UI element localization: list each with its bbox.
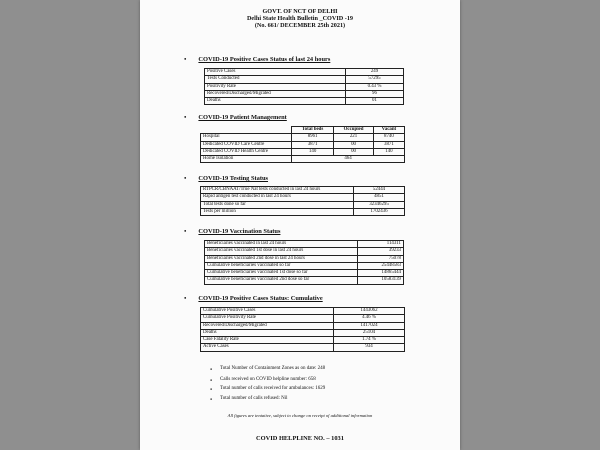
table-row: Cumulative beneficiaries vaccinated 1st dose so far 14865444 [205,270,404,277]
table-header-row: Total beds Occupied Vacant [201,127,405,134]
table-row: Tests per million 1702436 [201,208,405,215]
table-row: Beneficiaries vaccinated 1st dose in last 24 hours 39233 [205,248,404,255]
note-containment-zones: ● Total Number of Containment Zones as on date: 248 [220,366,325,371]
table-row: Dedicated COVID Health Centre 140 00 140 [201,148,405,155]
table-row: Cumulative beneficiaries vaccinated 2nd dose so far 10583139 [205,277,404,284]
table-row: Deaths 25104 [201,329,405,336]
note-ambulance-calls: ● Total number of calls received for ambulances: 1629 [220,386,325,391]
table-row: Positivity Rate 0.43 % [205,83,404,90]
section-title-cumulative: ● COVID-19 Positive Cases Status: Cumulative [200,295,323,302]
header-bulletin: Delhi State Health Bulletin _COVID -19 [246,15,354,22]
table-row: Home Isolation 464 [201,156,405,163]
table-row: Cumulative beneficiaries vaccinated so far 25448583 [205,262,404,269]
table-row: Tests Conducted 57295 [205,76,404,83]
table-row: Beneficiaries vaccinated 2nd dose in last 24 hours 75078 [205,255,404,262]
note-helpline-calls: ● Calls received on COVID helpline number: 658 [220,377,316,382]
helpline-number: COVID HELPLINE NO. – 1031 [256,435,344,442]
bulletin-page [140,0,460,450]
table-row: Cumulative Positive Cases 1443062 [201,308,405,315]
table-row: Case Fatality Rate 1.74 % [201,337,405,344]
footnote: All figures are tentative, subject to change on receipt of additional information [227,413,373,418]
header-number: (No. 661/ DECEMBER 25th 2021) [254,22,346,29]
table-cumulative [200,307,405,352]
table-vaccination [204,240,404,285]
section-title-patient-mgmt: ● COVID-19 Patient Management [200,114,287,121]
section-title-vaccination: ● COVID-19 Vaccination Status [200,228,280,235]
header-govt: GOVT. OF NCT OF DELHI [262,8,338,15]
table-row: Rapid antigen test conducted in last 24 hours 4851 [201,194,405,201]
table-row: Total tests done so far 32346295 [201,201,405,208]
table-row: Hospital 8961 221 8740 [201,134,405,141]
table-row: RTPCR/CBNAAT/True Nat tests conducted in last 24 hours 52444 [201,187,405,194]
table-row: Positive Cases 249 [205,69,404,76]
table-patient-mgmt [200,126,405,163]
table-row: Cumulative Positivity Rate 4.46 % [201,315,405,322]
table-row: Beneficiaries vaccinated in last 24 hours 114311 [205,241,404,248]
note-calls-refused: ● Total number of calls refused: Nil [220,396,288,401]
table-testing [200,186,405,216]
table-positive-24h [204,68,404,105]
table-row: Dedicated COVID Care Centre 3871 00 3871 [201,141,405,148]
table-row: Recovered/Discharged/Migrated 1417024 [201,322,405,329]
section-title-positive-24h: ● COVID-19 Positive Cases Status of last 24 hours [200,56,330,63]
section-title-testing: ● COVID-19 Testing Status [200,175,268,182]
table-row: Recovered/Discharged/Migrated 96 [205,90,404,97]
table-row: Deaths 01 [205,98,404,105]
table-row: Active Cases 934 [201,344,405,351]
